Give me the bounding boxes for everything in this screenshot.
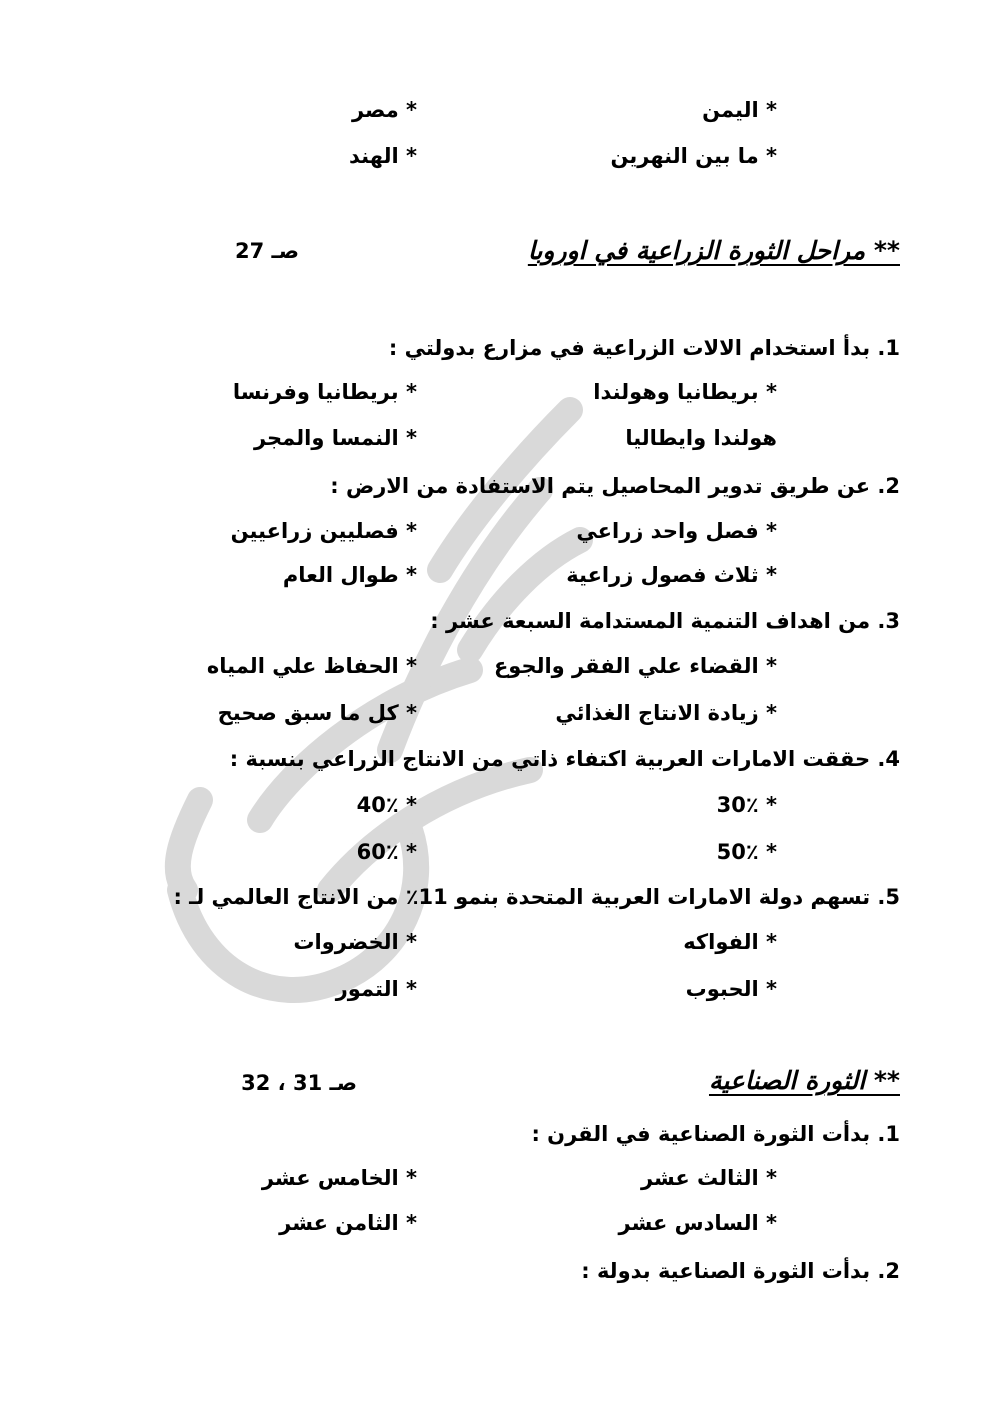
s1-question-5: 5. تسهم دولة الامارات العربية المتحدة بنمو 11٪ من الانتاج العالمي لـ : <box>173 885 900 909</box>
section1-page-ref: صـ 27 <box>234 239 299 263</box>
s2-q1-option-d: * الثامن عشر <box>279 1211 417 1235</box>
s1-q2-option-c: * ثلاث فصول زراعية <box>566 563 777 587</box>
s1-q1-option-c: هولندا وايطاليا <box>625 426 777 450</box>
s2-q1-option-c: * السادس عشر <box>618 1211 777 1235</box>
top-option-1a: * اليمن <box>702 98 777 122</box>
s1-question-3: 3. من اهداف التنمية المستدامة السبعة عشر : <box>430 609 900 633</box>
s2-q1-option-b: * الخامس عشر <box>261 1166 417 1190</box>
s1-q4-option-a: * 30٪ <box>716 793 777 817</box>
s1-q1-option-a: * بريطانيا وهولندا <box>593 380 777 404</box>
s1-q4-option-d: * 60٪ <box>356 840 417 864</box>
s1-q5-option-d: * التمور <box>335 977 417 1001</box>
s2-q1-option-a: * الثالث عشر <box>640 1166 777 1190</box>
s1-q3-option-c: * زيادة الانتاج الغذائي <box>555 701 777 725</box>
s1-q5-option-b: * الخضروات <box>293 930 417 954</box>
section2-title: ** الثورة الصناعية <box>708 1066 900 1095</box>
section1-title: ** مراحل الثورة الزراعية في اوروبا <box>527 236 900 265</box>
s2-question-2: 2. بدأت الثورة الصناعية بدولة : <box>581 1259 900 1283</box>
s2-question-1: 1. بدأت الثورة الصناعية في القرن : <box>531 1122 900 1146</box>
top-option-2a: * ما بين النهرين <box>610 144 777 168</box>
s1-q4-option-b: * 40٪ <box>356 793 417 817</box>
top-option-1b: * مصر <box>351 98 417 122</box>
s1-q5-option-c: * الحبوب <box>685 977 777 1001</box>
top-option-2b: * الهند <box>349 144 417 168</box>
s1-q3-option-a: * القضاء علي الفقر والجوع <box>493 654 777 678</box>
s1-question-1: 1. بدأ استخدام الالات الزراعية في مزارع بدولتي : <box>388 336 900 360</box>
section2-page-ref: صـ 31 ، 32 <box>241 1071 357 1095</box>
s1-q2-option-a: * فصل واحد زراعي <box>576 519 777 543</box>
s1-q3-option-b: * الحفاظ علي المياه <box>206 654 417 678</box>
s1-q1-option-b: * بريطانيا وفرنسا <box>232 380 417 404</box>
s1-q2-option-b: * فصليين زراعيين <box>230 519 417 543</box>
s1-q3-option-d: * كل ما سبق صحيح <box>217 701 417 725</box>
s1-q5-option-a: * الفواكه <box>683 930 777 954</box>
s1-q1-option-d: * النمسا والمجر <box>253 426 417 450</box>
s1-question-4: 4. حققت الامارات العربية اكتفاء ذاتي من الانتاج الزراعي بنسبة : <box>229 747 900 771</box>
s1-question-2: 2. عن طريق تدوير المحاصيل يتم الاستفادة من الارض : <box>330 474 900 498</box>
s1-q4-option-c: * 50٪ <box>716 840 777 864</box>
s1-q2-option-d: * طوال العام <box>282 563 417 587</box>
